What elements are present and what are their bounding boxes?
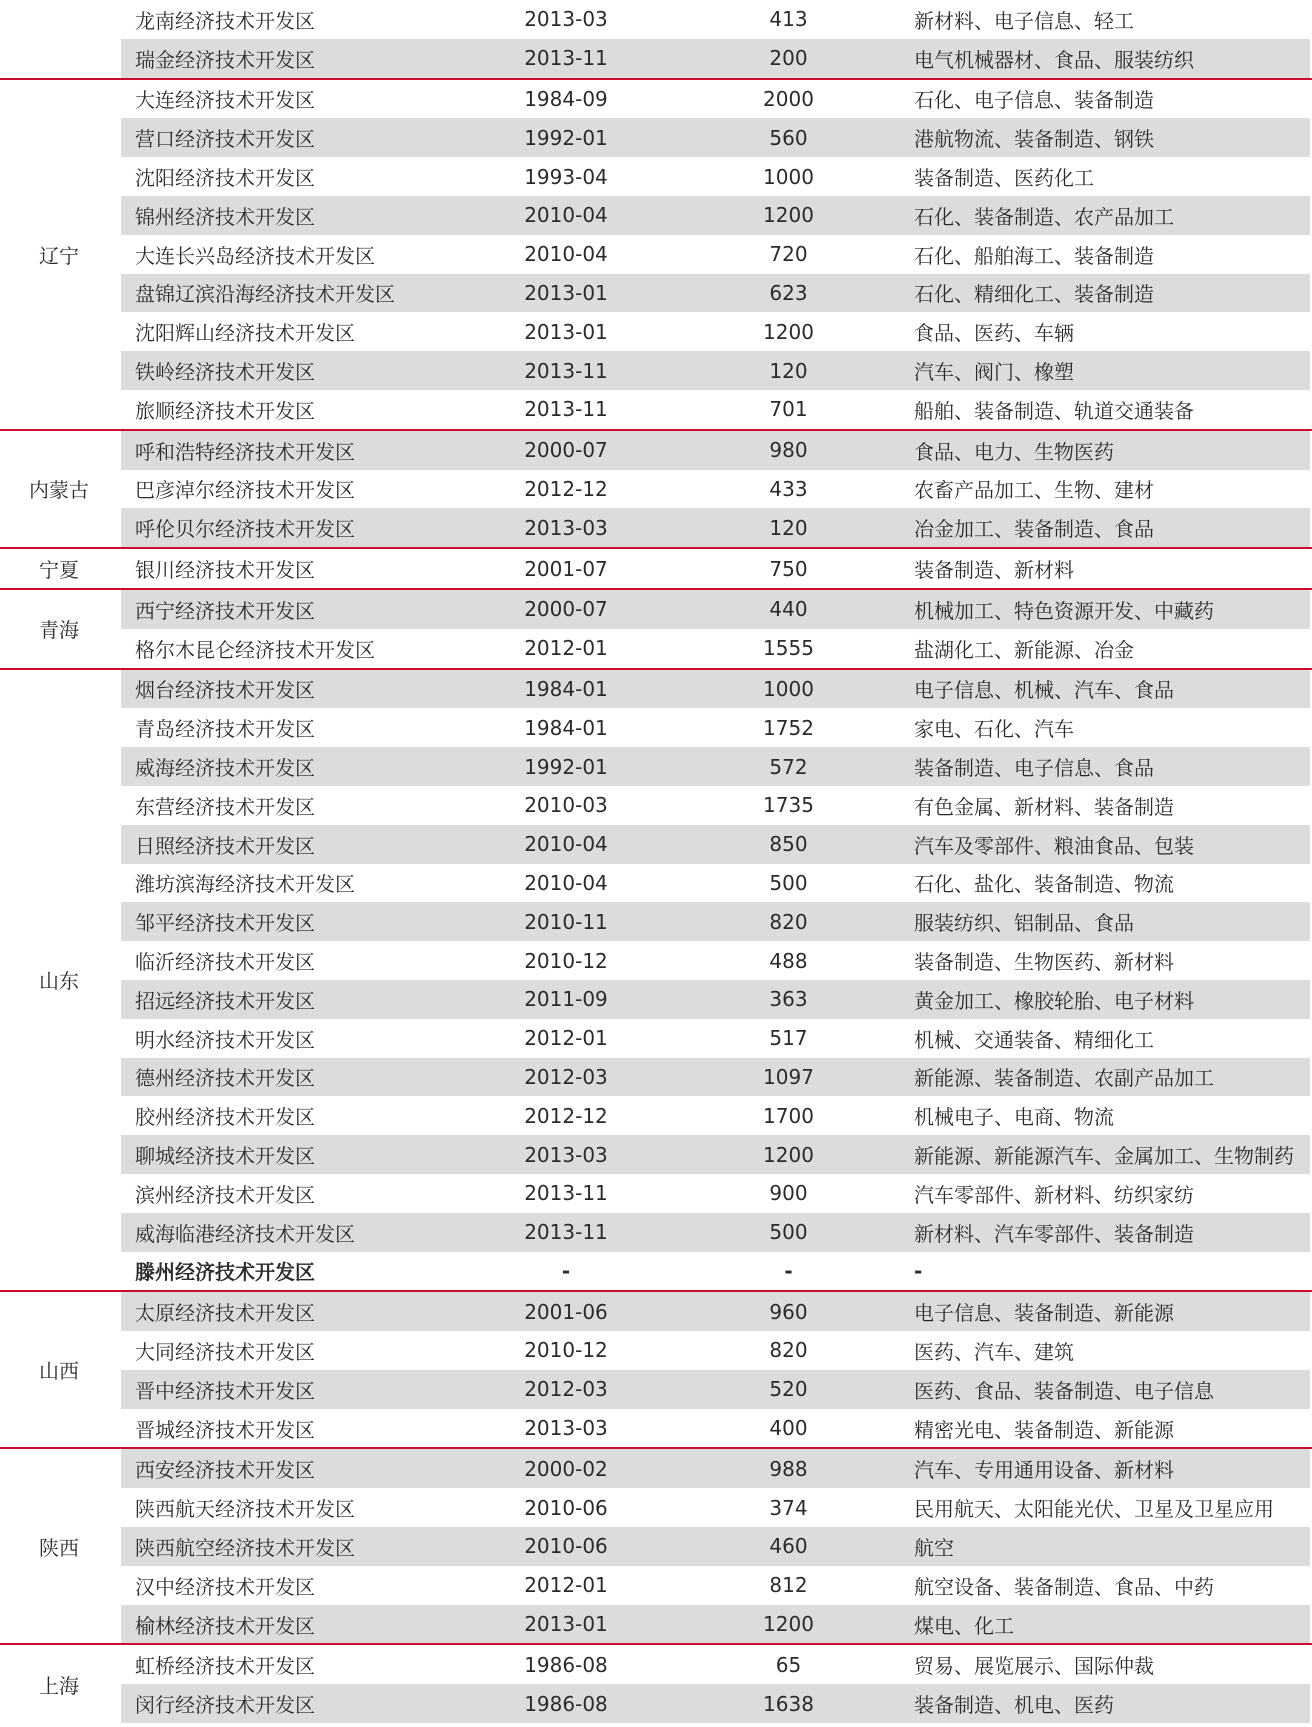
- table-row: [121, 1174, 1310, 1213]
- approval-date-cell: 2013-01: [524, 319, 608, 344]
- zone-name-cell: 呼伦贝尔经济技术开发区: [135, 517, 355, 542]
- table-row: [121, 1058, 1310, 1097]
- approval-date-cell: 2010-11: [524, 909, 608, 934]
- table-row: [121, 1370, 1310, 1409]
- area-cell: 623: [769, 280, 808, 305]
- approval-date-cell: 2012-01: [524, 636, 608, 661]
- area-cell: 120: [769, 358, 808, 383]
- approval-date-cell: 1984-01: [524, 715, 608, 740]
- industries-cell: 航空设备、装备制造、食品、中药: [914, 1574, 1214, 1599]
- approval-date-cell: 2010-06: [524, 1495, 608, 1520]
- approval-date-cell: 1992-01: [524, 754, 608, 779]
- area-cell: 500: [769, 1220, 808, 1245]
- zone-name-cell: 锦州经济技术开发区: [135, 204, 315, 229]
- table-row: [121, 825, 1310, 864]
- zone-name-cell: 烟台经济技术开发区: [135, 678, 315, 703]
- province-cell: 山东: [39, 969, 79, 994]
- area-cell: 488: [769, 948, 808, 973]
- zone-name-cell: 营口经济技术开发区: [135, 127, 315, 152]
- approval-date-cell: 2012-12: [524, 476, 608, 501]
- zone-name-cell: 闵行经济技术开发区: [135, 1693, 315, 1718]
- area-cell: -: [784, 1258, 793, 1283]
- industries-cell: 石化、盐化、装备制造、物流: [914, 872, 1174, 897]
- area-cell: 560: [769, 125, 808, 150]
- zone-name-cell: 晋城经济技术开发区: [135, 1417, 315, 1442]
- area-cell: 1638: [763, 1691, 814, 1716]
- province-group: [0, 668, 1312, 1291]
- area-cell: 720: [769, 242, 808, 267]
- table-row: [121, 549, 1310, 588]
- area-cell: 1200: [763, 1612, 814, 1637]
- zone-name-cell: 虹桥经济技术开发区: [135, 1654, 315, 1679]
- area-cell: 820: [769, 1338, 808, 1363]
- area-cell: 460: [769, 1534, 808, 1559]
- zone-name-cell: 晋中经济技术开发区: [135, 1378, 315, 1403]
- industries-cell: 机械电子、电商、物流: [914, 1105, 1114, 1130]
- province-group: [0, 588, 1312, 668]
- zone-name-cell: 铁岭经济技术开发区: [135, 360, 315, 385]
- industries-cell: 石化、电子信息、装备制造: [914, 88, 1154, 113]
- table-row: [121, 80, 1310, 119]
- approval-date-cell: 1984-01: [524, 676, 608, 701]
- approval-date-cell: 1986-08: [524, 1691, 608, 1716]
- industries-cell: 贸易、展览展示、国际仲裁: [914, 1654, 1154, 1679]
- approval-date-cell: 2000-02: [524, 1456, 608, 1481]
- area-cell: 433: [769, 476, 808, 501]
- zone-name-cell: 大同经济技术开发区: [135, 1339, 315, 1364]
- province-cell: [0, 0, 118, 78]
- area-cell: 65: [775, 1652, 802, 1677]
- area-cell: 850: [769, 832, 808, 857]
- zone-name-cell: 大连经济技术开发区: [135, 88, 315, 113]
- approval-date-cell: 2012-01: [524, 1026, 608, 1051]
- industries-cell: 黄金加工、橡胶轮胎、电子材料: [914, 988, 1194, 1013]
- industries-cell: 新材料、汽车零部件、装备制造: [914, 1221, 1194, 1246]
- industries-cell: 装备制造、医药化工: [914, 166, 1094, 191]
- zone-name-cell: 西宁经济技术开发区: [135, 598, 315, 623]
- table-row: [121, 1645, 1310, 1684]
- zone-name-cell: 银川经济技术开发区: [135, 558, 315, 583]
- area-cell: 960: [769, 1299, 808, 1324]
- zone-name-cell: 沈阳经济技术开发区: [135, 166, 315, 191]
- approval-date-cell: 2013-03: [524, 515, 608, 540]
- zone-name-cell: 陕西航空经济技术开发区: [135, 1535, 355, 1560]
- zone-name-cell: 潍坊滨海经济技术开发区: [135, 872, 355, 897]
- area-cell: 1555: [763, 636, 814, 661]
- zone-name-cell: 威海临港经济技术开发区: [135, 1221, 355, 1246]
- area-cell: 1000: [763, 676, 814, 701]
- industries-cell: -: [914, 1258, 923, 1283]
- industries-cell: 电气机械器材、食品、服装纺织: [914, 47, 1194, 72]
- zone-name-cell: 德州经济技术开发区: [135, 1066, 315, 1091]
- industries-cell: 航空: [914, 1535, 954, 1560]
- table-row: [121, 1135, 1310, 1174]
- industries-cell: 机械加工、特色资源开发、中藏药: [914, 598, 1214, 623]
- area-cell: 374: [769, 1495, 808, 1520]
- zone-name-cell: 太原经济技术开发区: [135, 1301, 315, 1326]
- table-row: [121, 902, 1310, 941]
- zone-name-cell: 聊城经济技术开发区: [135, 1144, 315, 1168]
- province-cell: 辽宁: [39, 243, 79, 268]
- table-row: [121, 629, 1310, 668]
- province-cell: 陕西: [39, 1535, 79, 1560]
- zone-name-cell: 瑞金经济技术开发区: [135, 47, 315, 72]
- table-row: [121, 470, 1310, 509]
- area-cell: 900: [769, 1181, 808, 1206]
- table-row: [121, 1331, 1310, 1370]
- approval-date-cell: 1984-09: [524, 86, 608, 111]
- table-row: [121, 508, 1310, 547]
- approval-date-cell: 2013-01: [524, 280, 608, 305]
- zone-name-cell: 榆林经济技术开发区: [135, 1613, 315, 1638]
- area-cell: 980: [769, 438, 808, 463]
- industries-cell: 精密光电、装备制造、新能源: [914, 1417, 1174, 1442]
- industries-cell: 汽车零部件、新材料、纺织家纺: [914, 1182, 1194, 1207]
- industries-cell: 石化、精细化工、装备制造: [914, 282, 1154, 307]
- zone-name-cell: 滕州经济技术开发区: [135, 1260, 315, 1285]
- area-cell: 1200: [763, 319, 814, 344]
- industries-cell: 电子信息、装备制造、新能源: [914, 1301, 1174, 1326]
- industries-cell: 装备制造、机电、医药: [914, 1693, 1114, 1718]
- table-row: [121, 1684, 1310, 1723]
- area-cell: 500: [769, 870, 808, 895]
- zone-name-cell: 陕西航天经济技术开发区: [135, 1497, 355, 1522]
- table-row: [121, 1409, 1310, 1448]
- province-group: [0, 0, 1312, 78]
- table-row: [121, 196, 1310, 235]
- area-cell: 520: [769, 1377, 808, 1402]
- approval-date-cell: 2010-12: [524, 1338, 608, 1363]
- province-group: [0, 1290, 1312, 1447]
- area-cell: 400: [769, 1416, 808, 1441]
- area-cell: 1735: [763, 793, 814, 818]
- approval-date-cell: 2010-04: [524, 870, 608, 895]
- zone-name-cell: 日照经济技术开发区: [135, 833, 315, 858]
- area-cell: 572: [769, 754, 808, 779]
- table-row: [121, 235, 1310, 274]
- approval-date-cell: 2010-06: [524, 1534, 608, 1559]
- table-row: [121, 1527, 1310, 1566]
- area-cell: 363: [769, 987, 808, 1012]
- approval-date-cell: 2012-01: [524, 1573, 608, 1598]
- industries-cell: 汽车、阀门、橡塑: [914, 360, 1074, 385]
- approval-date-cell: 2010-04: [524, 242, 608, 267]
- table-row: [121, 1096, 1310, 1135]
- approval-date-cell: 2012-03: [524, 1377, 608, 1402]
- approval-date-cell: 2001-06: [524, 1299, 608, 1324]
- table-row: [121, 0, 1310, 39]
- industries-cell: 医药、汽车、建筑: [914, 1339, 1074, 1364]
- approval-date-cell: 2013-03: [524, 7, 608, 32]
- industries-cell: 机械、交通装备、精细化工: [914, 1027, 1154, 1052]
- approval-date-cell: 2012-12: [524, 1103, 608, 1128]
- zone-name-cell: 滨州经济技术开发区: [135, 1182, 315, 1207]
- area-cell: 1097: [763, 1064, 814, 1089]
- approval-date-cell: 2010-04: [524, 832, 608, 857]
- zone-name-cell: 旅顺经济技术开发区: [135, 398, 315, 423]
- zone-name-cell: 汉中经济技术开发区: [135, 1574, 315, 1599]
- table-row: [121, 390, 1310, 429]
- industries-cell: 民用航天、太阳能光伏、卫星及卫星应用: [914, 1497, 1274, 1522]
- table-row: [121, 351, 1310, 390]
- area-cell: 413: [769, 7, 808, 32]
- area-cell: 988: [769, 1456, 808, 1481]
- table-row: [121, 590, 1310, 629]
- area-cell: 750: [769, 556, 808, 581]
- table-row: [121, 941, 1310, 980]
- industries-cell: 盐湖化工、新能源、冶金: [914, 637, 1134, 662]
- area-cell: 120: [769, 515, 808, 540]
- approval-date-cell: 1986-08: [524, 1652, 608, 1677]
- zone-name-cell: 盘锦辽滨沿海经济技术开发区: [135, 282, 395, 307]
- table-row: [121, 312, 1310, 351]
- area-cell: 1700: [763, 1103, 814, 1128]
- area-cell: 1200: [763, 203, 814, 228]
- zone-name-cell: 青岛经济技术开发区: [135, 717, 315, 742]
- industries-cell: 煤电、化工: [914, 1613, 1014, 1638]
- table-row: [121, 1213, 1310, 1252]
- table-row: [121, 786, 1310, 825]
- zone-name-cell: 胶州经济技术开发区: [135, 1105, 315, 1130]
- approval-date-cell: -: [561, 1258, 571, 1283]
- industries-cell: 有色金属、新材料、装备制造: [914, 794, 1174, 819]
- province-group: [0, 1643, 1312, 1723]
- table-row: [121, 1605, 1310, 1644]
- industries-cell: 新材料、电子信息、轻工: [914, 8, 1134, 33]
- table-row: [121, 1449, 1310, 1488]
- zone-name-cell: 沈阳辉山经济技术开发区: [135, 321, 355, 346]
- table-row: [121, 1566, 1310, 1605]
- zone-name-cell: 格尔木昆仑经济技术开发区: [135, 637, 375, 662]
- approval-date-cell: 2013-11: [524, 397, 608, 422]
- table-row: [121, 1488, 1310, 1527]
- zone-name-cell: 明水经济技术开发区: [135, 1027, 315, 1052]
- approval-date-cell: 2011-09: [524, 987, 608, 1012]
- zone-name-cell: 呼和浩特经济技术开发区: [135, 439, 355, 464]
- table-row: [121, 1252, 1310, 1291]
- area-cell: 1200: [763, 1142, 814, 1167]
- zone-name-cell: 威海经济技术开发区: [135, 756, 315, 781]
- approval-date-cell: 2010-03: [524, 793, 608, 818]
- area-cell: 2000: [763, 86, 814, 111]
- province-cell: 上海: [39, 1673, 79, 1698]
- approval-date-cell: 2013-11: [524, 46, 608, 71]
- industries-cell: 装备制造、电子信息、食品: [914, 756, 1154, 781]
- approval-date-cell: 2013-11: [524, 358, 608, 383]
- province-cell: 宁夏: [39, 558, 79, 583]
- industries-cell: 石化、装备制造、农产品加工: [914, 204, 1174, 229]
- approval-date-cell: 2010-12: [524, 948, 608, 973]
- area-cell: 812: [769, 1573, 808, 1598]
- industries-cell: 医药、食品、装备制造、电子信息: [914, 1378, 1214, 1403]
- zone-name-cell: 临沂经济技术开发区: [135, 950, 315, 975]
- zone-name-cell: 龙南经济技术开发区: [135, 8, 315, 33]
- province-group: [0, 429, 1312, 547]
- zone-name-cell: 西安经济技术开发区: [135, 1458, 315, 1483]
- approval-date-cell: 2013-03: [524, 1416, 608, 1441]
- table-row: [121, 431, 1310, 470]
- table-row: [121, 747, 1310, 786]
- industries-cell: 冶金加工、装备制造、食品: [914, 517, 1154, 542]
- table-row: [121, 274, 1310, 313]
- approval-date-cell: 1992-01: [524, 125, 608, 150]
- table-row: [121, 980, 1310, 1019]
- industries-cell: 港航物流、装备制造、钢铁: [914, 127, 1154, 152]
- industries-cell: 汽车及零部件、粮油食品、包装: [914, 833, 1194, 858]
- province-group: [0, 1447, 1312, 1643]
- table-row: [121, 1292, 1310, 1331]
- table-row: [121, 864, 1310, 903]
- zone-name-cell: 东营经济技术开发区: [135, 794, 315, 819]
- industries-cell: 装备制造、新材料: [914, 558, 1074, 583]
- province-cell: 山西: [39, 1359, 79, 1384]
- area-cell: 1752: [763, 715, 814, 740]
- area-cell: 517: [769, 1026, 808, 1051]
- approval-date-cell: 2013-11: [524, 1220, 608, 1245]
- approval-date-cell: 2013-11: [524, 1181, 608, 1206]
- approval-date-cell: 2000-07: [524, 597, 608, 622]
- industries-cell: 石化、船舶海工、装备制造: [914, 243, 1154, 268]
- zone-name-cell: 巴彦淖尔经济技术开发区: [135, 478, 355, 503]
- industries-cell: 汽车、专用通用设备、新材料: [914, 1458, 1174, 1483]
- approval-date-cell: 2010-04: [524, 203, 608, 228]
- area-cell: 820: [769, 909, 808, 934]
- table-row: [121, 1019, 1310, 1058]
- table-row: [121, 708, 1310, 747]
- approval-date-cell: 2013-01: [524, 1612, 608, 1637]
- industries-cell: 新能源、新能源汽车、金属加工、生物制药: [914, 1144, 1294, 1168]
- table-row: [121, 39, 1310, 78]
- area-cell: 1000: [763, 164, 814, 189]
- industries-cell: 船舶、装备制造、轨道交通装备: [914, 398, 1194, 423]
- province-group: [0, 547, 1312, 588]
- industries-cell: 家电、石化、汽车: [914, 717, 1074, 742]
- area-cell: 440: [769, 597, 808, 622]
- approval-date-cell: 2012-03: [524, 1064, 608, 1089]
- industries-cell: 服装纺织、铝制品、食品: [914, 911, 1134, 936]
- approval-date-cell: 2000-07: [524, 438, 608, 463]
- zone-name-cell: 邹平经济技术开发区: [135, 911, 315, 936]
- province-cell: 内蒙古: [29, 478, 89, 503]
- industries-cell: 食品、医药、车辆: [914, 321, 1074, 346]
- industries-cell: 食品、电力、生物医药: [914, 439, 1114, 464]
- industries-cell: 新能源、装备制造、农副产品加工: [914, 1066, 1214, 1091]
- industries-cell: 装备制造、生物医药、新材料: [914, 950, 1174, 975]
- area-cell: 200: [769, 46, 808, 71]
- table-row: [121, 157, 1310, 196]
- province-group: [0, 78, 1312, 429]
- industries-cell: 电子信息、机械、汽车、食品: [914, 678, 1174, 703]
- table-row: [121, 670, 1310, 709]
- province-cell: 青海: [39, 618, 79, 643]
- area-cell: 701: [769, 397, 808, 422]
- zone-name-cell: 招远经济技术开发区: [135, 988, 315, 1013]
- table-row: [121, 118, 1310, 157]
- approval-date-cell: 2001-07: [524, 556, 608, 581]
- approval-date-cell: 2013-03: [524, 1142, 608, 1167]
- approval-date-cell: 1993-04: [524, 164, 608, 189]
- zone-name-cell: 大连长兴岛经济技术开发区: [135, 243, 375, 268]
- industries-cell: 农畜产品加工、生物、建材: [914, 478, 1154, 503]
